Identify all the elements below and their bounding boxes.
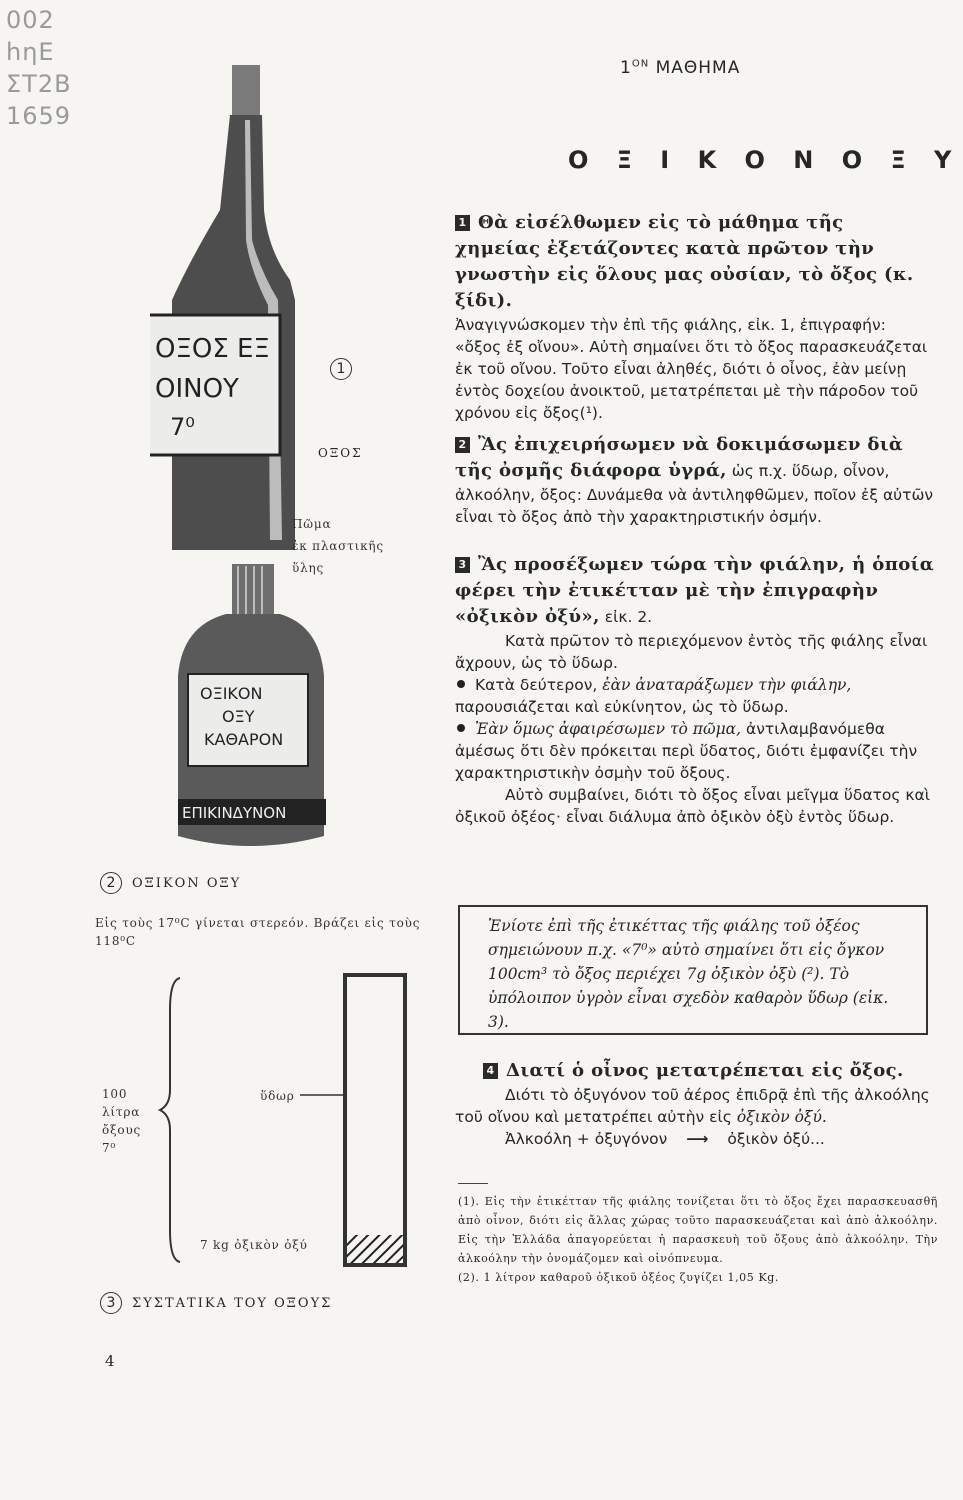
section-2-paragraph	[455, 432, 935, 528]
section-4-body-text: Διότι τὸ ὀξυγόνον τοῦ ἀέρος ἐπιδρᾷ ἐπὶ τῆς ἀλκοόλης τοῦ οἴνου καὶ μετατρέπει αὐτὴν εἰς	[455, 1086, 930, 1126]
section-1	[455, 210, 935, 424]
bullet-icon	[457, 680, 465, 688]
bottle-label-line-2: ΟΙΝΟΥ	[155, 374, 239, 404]
arrow-right-icon: ⟶	[686, 1130, 709, 1148]
boxed-note: Ἐνίοτε ἐπὶ τῆς ἐτικέττας τῆς φιάλης τοῦ ὀξέος σημειώνουν π.χ. «7⁰» αὐτὸ σημαίνει ὅτι εἰς ὄγκον 100cm³ τὸ ὄξος περιέχει 7g ὀξικὸν ὀξὺ (²). Τὸ ὑπόλοιπον ὑγρὸν εἶναι σχεδὸν καθαρὸν ὕδωρ (εἰκ. 3).	[458, 905, 928, 1035]
section-3-para-1: Κατὰ πρῶτον τὸ περιεχόμενον ἐντὸς τῆς φιάλης εἶναι ἄχρουν, ὡς τὸ ὕδωρ.	[455, 632, 928, 672]
section-3-heading	[455, 554, 934, 627]
section-2-body: ὡς π.χ. ὕδωρ, οἶνον, ἀλκοόλην, ὄξος: Δυνάμεθα νὰ ἀντιληφθῶμεν, ποῖον ἐξ αὐτῶν εἶναι τὸ ὄξος ἀπὸ τὴν χαρακτηριστικήν ὀσμήν.	[455, 462, 934, 526]
section-4-heading-text: Διατί ὁ οἶνος μετατρέπεται εἰς ὄξος.	[506, 1060, 904, 1081]
figure-1-number	[330, 358, 362, 380]
figure-1-caption: ΟΞΟΣ	[318, 446, 363, 460]
bullet-1-text: Κατὰ δεύτερον,	[475, 676, 598, 694]
acetic-acid-bottle-illustration	[160, 556, 330, 856]
section-number-badge: 2	[455, 437, 470, 453]
page-number: 4	[105, 1352, 115, 1370]
section-4-body-italic: ὀξικὸν ὀξύ.	[736, 1108, 827, 1126]
section-4-heading	[455, 1058, 935, 1084]
lesson-header	[620, 58, 740, 78]
bullet-icon	[457, 724, 465, 732]
lesson-word: ΜΑΘΗΜΑ	[655, 58, 741, 78]
cap-material-note: Πῶμα ἐκ πλαστικῆς ὕλης	[292, 517, 384, 575]
figure-2-caption	[100, 872, 241, 894]
equation-reactants: Ἀλκοόλη + ὀξυγόνον	[505, 1130, 668, 1148]
bottle-neck-cap	[232, 65, 260, 115]
acetic-acid-amount-label: 7 kg ὀξικὸν ὀξύ	[200, 1238, 308, 1252]
equation-product: ὀξικὸν ὀξύ...	[727, 1130, 825, 1148]
acid-label-line-2: ΟΞΥ	[222, 707, 255, 726]
vinegar-composition-diagram	[100, 970, 430, 1270]
figure-2-caption-text: ΟΞΙΚΟΝ ΟΞΥ	[132, 876, 242, 891]
bottle-label-line-3: 7⁰	[170, 413, 195, 441]
section-number-badge: 4	[483, 1063, 498, 1079]
section-3-para-2: Αὐτὸ συμβαίνει, διότι τὸ ὄξος εἶναι μεῖγμα ὕδατος καὶ ὀξικοῦ ὀξέος· εἶναι διάλυμα ἀπὸ ὀξικὸν ὀξὺ ἐντὸς ὕδωρ.	[455, 786, 930, 826]
section-3-heading-paragraph	[455, 552, 935, 630]
bullet-1-tail: παρουσιάζεται καὶ εὐκίνητον, ὡς τὸ ὕδωρ.	[455, 698, 789, 716]
reaction-equation	[455, 1128, 935, 1150]
section-2-heading-text: Ἂς ἐπιχειρήσωμεν νὰ δοκιμάσωμεν διὰ τῆς ὀσμῆς διάφορα ὑγρά,	[455, 434, 904, 481]
acid-layer	[347, 1235, 403, 1263]
total-volume-label: 100 λίτρα ὄξους 7⁰	[102, 1087, 142, 1155]
section-3-heading-text: Ἂς προσέξωμεν τώρα τὴν φιάλην, ἡ ὁποία φέρει τὴν ἐτικέτταν μὲ τὴν ἐπιγραφὴν «ὀξικὸν ὀξύ»,	[455, 554, 935, 627]
section-3	[455, 552, 935, 828]
danger-band-text: ΕΠΙΚΙΝΔΥΝΟΝ	[182, 804, 287, 822]
section-4-body	[455, 1084, 935, 1128]
section-3-bullet-1	[455, 674, 935, 718]
section-1-heading	[455, 210, 935, 314]
figure-3-caption	[100, 1292, 332, 1314]
page-title: Ο Ξ Ι Κ Ο Ν Ο Ξ Υ	[568, 146, 962, 174]
container-outline	[345, 975, 405, 1265]
section-4	[455, 1058, 935, 1150]
figure-3-caption-text: ΣΥΣΤΑΤΙΚΑ ΤΟΥ ΟΞΟΥΣ	[132, 1296, 333, 1311]
bullet-1-italic: ἐὰν ἀναταράξωμεν τὴν φιάλην,	[602, 676, 852, 694]
lesson-number: 1	[620, 58, 632, 78]
bottle-label-line-1: ΟΞΟΣ ΕΞ	[155, 334, 270, 364]
footnote-2: (2). 1 λίτρον καθαροῦ ὀξικοῦ ὀξέος ζυγίζει 1,05 Kg.	[458, 1271, 780, 1284]
section-number-badge: 3	[455, 557, 470, 573]
footnotes	[458, 1192, 938, 1287]
figure-number-circle: 1	[330, 358, 352, 380]
vinegar-bottle-illustration	[150, 60, 320, 560]
figure-number-circle: 2	[100, 872, 122, 894]
freezing-boiling-note: Εἰς τοὺς 17⁰C γίνεται στερεόν. Βράζει εἰς τοὺς 118⁰C	[95, 916, 421, 948]
section-3-bullet-2	[455, 718, 935, 784]
handwritten-catalog-note: 002 hηΕ ΣΤ2Β 1659	[6, 6, 72, 130]
footnote-rule	[458, 1183, 488, 1184]
section-2	[455, 432, 935, 528]
section-3-figure-ref: εἰκ. 2.	[604, 608, 653, 626]
lesson-number-suffix: ΟΝ	[631, 58, 650, 70]
acid-label-line-1: ΟΞΙΚΟΝ	[200, 684, 263, 703]
section-1-body: Ἀναγιγνώσκομεν τὴν ἐπὶ τῆς φιάλης, εἰκ. 1, ἐπιγραφήν: «ὄξος ἐξ οἴνου». Αὐτὴ σημαίνει ὅτι τὸ ὄξος παρασκευάζεται ἐκ τοῦ οἴνου. Τοῦτο εἶναι ἀληθές, διότι ὁ οἶνος, ἐὰν μείνῃ ἐντὸς δοχείου ἀνοικτοῦ, μετατρέπεται μὲ τὴν πάροδον τοῦ χρόνου εἰς ὄξος(¹).	[455, 316, 928, 422]
section-number-badge: 1	[455, 215, 470, 231]
figure-number-circle: 3	[100, 1292, 122, 1314]
acid-label-line-3: ΚΑΘΑΡΟΝ	[204, 730, 284, 749]
bullet-2-italic: Ἐὰν ὅμως ἀφαιρέσωμεν τὸ πῶμα,	[475, 720, 742, 738]
water-label: ὕδωρ	[260, 1089, 295, 1103]
section-1-heading-text: Θὰ εἰσέλθωμεν εἰς τὸ μάθημα τῆς χημείας ἐξετάζοντες κατὰ πρῶτον τὴν γνωστὴν εἰς ὅλους μας οὐσίαν, τὸ ὄξος (κ. ξίδι).	[455, 212, 914, 311]
bullet-2-tail: ἀντιλαμβανόμεθα ἀμέσως ὅτι δὲν πρόκειται περὶ ὕδατος, διότι ἐμφανίζει τὴν χαρακτηριστικὴν ὀσμὴν τοῦ ὄξους.	[455, 720, 918, 782]
footnote-1: (1). Εἰς τὴν ἐτικέτταν τῆς φιάλης τονίζεται ὅτι τὸ ὄξος ἔχει παρασκευασθῆ ἀπὸ οἶνον, διότι εἰς ἄλλας χώρας τοῦτο παρασκευάζεται καὶ ἀπὸ ἀλκοόλην. Εἰς τὴν Ἑλλάδα ἀπαγορεύεται ἡ παρασκευὴ τοῦ ὄξους ἀπὸ ἀλκοόλην. Τὴν ἀλκοόλην τὴν ὀνομάζομεν καὶ οἰνόπνευμα.	[458, 1195, 938, 1265]
brace	[160, 978, 180, 1262]
